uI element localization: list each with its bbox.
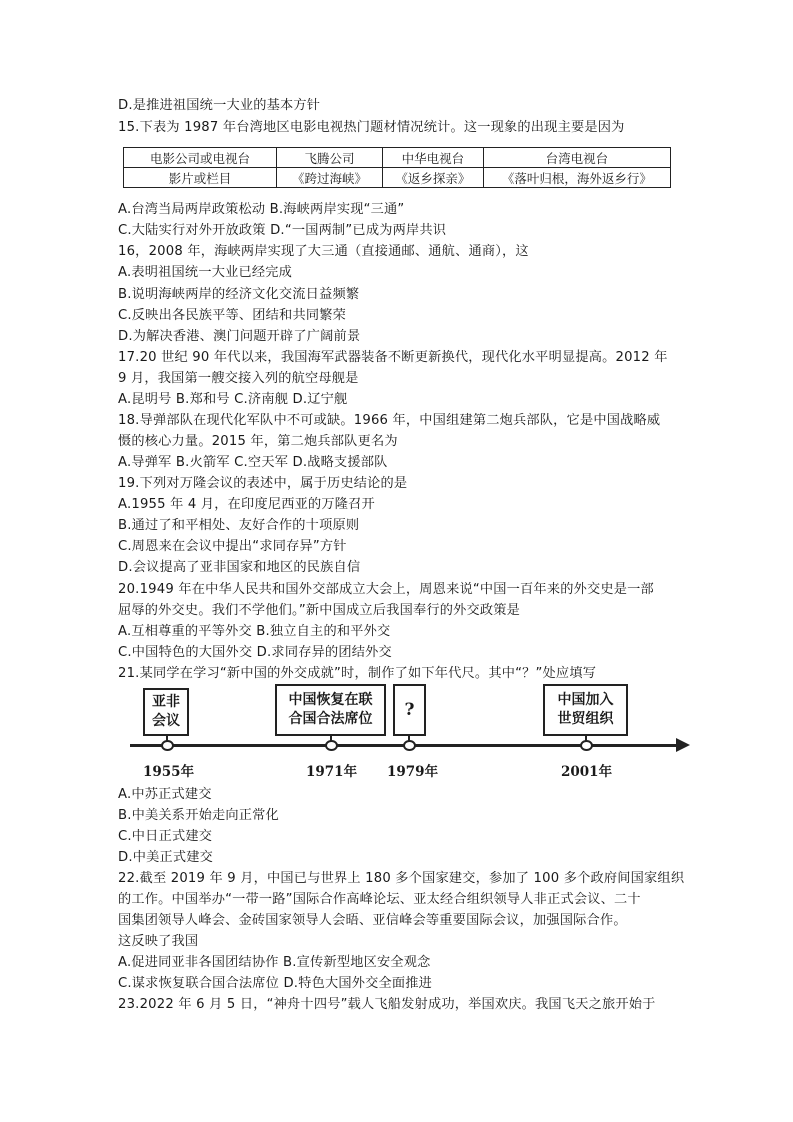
table-cell: 《落叶归根，海外返乡行》 [483,168,670,188]
q22-stem-end: 这反映了我国 [118,934,199,949]
q16-option-c: C.反映出各民族平等、团结和共同繁荣 [118,308,346,323]
table-row [124,168,671,188]
q15-stem: 15.下表为 1987 年台湾地区电影电视热门题材情况统计。这一现象的出现主要是因为 [118,120,625,135]
q16-option-d: D.为解决香港、澳门问题开辟了广阔前景 [118,329,361,344]
q16-option-b: B.说明海峡两岸的经济文化交流日益频繁 [118,287,360,302]
table-header-cell: 台湾电视台 [483,148,670,168]
q21-option-d: D.中美正式建交 [118,850,214,865]
timeline-node [325,740,338,751]
table-header-cell: 飞腾公司 [277,148,383,168]
q21-stem: 21.某同学在学习“新中国的外交成就”时，制作了如下年代尺。其中“？”处应填写 [118,666,597,681]
timeline-box-label: ? [404,699,415,720]
table-cell: 《跨过海峡》 [277,168,383,188]
table-cell: 影片或栏目 [124,168,277,188]
timeline-box-bandung [143,688,189,736]
q16-option-a: A.表明祖国统一大业已经完成 [118,265,293,280]
q20-stem-cont: 屈辱的外交史。我们不学他们。”新中国成立后我国奉行的外交政策是 [118,603,521,618]
timeline-box-label: 亚非 会议 [152,694,180,729]
q22-options-ab: A.促进同亚非各国团结协作 B.宣传新型地区安全观念 [118,955,431,970]
q17-stem: 17.20 世纪 90 年代以来，我国海军武器装备不断更新换代，现代化水平明显提高。2012 年 [118,350,668,365]
q17-stem-cont: 9 月，我国第一艘交接入列的航空母舰是 [118,371,359,386]
q18-stem: 18.导弹部队在现代化军队中不可或缺。1966 年，中国组建第二炮兵部队，它是中国战略威 [118,413,661,428]
q19-stem: 19.下列对万隆会议的表述中，属于历史结论的是 [118,476,408,491]
timeline-box-un-seat [275,684,386,736]
timeline-node [580,740,593,751]
q19-option-c: C.周恩来在会议中提出“求同存异”方针 [118,539,347,554]
timeline-year: 1955年 [143,764,195,780]
timeline-box-label: 中国加入 世贸组织 [557,692,614,727]
timeline-year: 2001年 [561,764,613,780]
q17-options: A.昆明号 B.郑和号 C.济南舰 D.辽宁舰 [118,392,348,407]
q22-stem-cont: 的工作。中国举办“一带一路”国际合作高峰论坛、亚太经合组织领导人非正式会议、二十 [118,892,641,907]
q14-option-d: D.是推进祖国统一大业的基本方针 [118,98,321,113]
table-row [124,148,671,168]
table-cell: 《返乡探亲》 [382,168,483,188]
film-tv-stats-table [123,147,671,188]
q15-options-cd: C.大陆实行对外开放政策 D.“一国两制”已成为两岸共识 [118,223,447,238]
q20-options-ab: A.互相尊重的平等外交 B.独立自主的和平外交 [118,624,391,639]
timeline-box-wto [543,684,628,736]
q18-options: A.导弹军 B.火箭军 C.空天军 D.战略支援部队 [118,455,388,470]
table-header-cell: 电影公司或电视台 [124,148,277,168]
q23-stem: 23.2022 年 6 月 5 日，“神舟十四号”载人飞船发射成功，举国欢庆。我国飞天之旅开始于 [118,997,656,1012]
q18-stem-cont: 慑的核心力量。2015 年，第二炮兵部队更名为 [118,434,398,449]
q22-stem: 22.截至 2019 年 9 月，中国已与世界上 180 多个国家建交，参加了 100 多个政府间国家组织 [118,871,685,886]
q22-stem-cont: 国集团领导人峰会、金砖国家领导人会晤、亚信峰会等重要国际会议，加强国际合作。 [118,913,627,928]
q20-stem: 20.1949 年在中华人民共和国外交部成立大会上，周恩来说“中国一百年来的外交史是一部 [118,582,654,597]
timeline-box-question [393,684,426,736]
q19-option-a: A.1955 年 4 月，在印度尼西亚的万隆召开 [118,497,375,512]
q22-options-cd: C.谋求恢复联合国合法席位 D.特色大国外交全面推进 [118,976,433,991]
timeline-node [161,740,174,751]
timeline-arrow-icon [676,738,690,752]
table-header-cell: 中华电视台 [382,148,483,168]
q21-option-b: B.中美关系开始走向正常化 [118,808,279,823]
q16-stem: 16，2008 年，海峡两岸实现了大三通（直接通邮、通航、通商），这 [118,244,529,259]
q19-option-d: D.会议提高了亚非国家和地区的民族自信 [118,560,361,575]
q21-option-c: C.中日正式建交 [118,829,213,844]
timeline-node [403,740,416,751]
timeline-box-label: 中国恢复在联 合国合法席位 [288,692,373,727]
q20-options-cd: C.中国特色的大国外交 D.求同存异的团结外交 [118,645,392,660]
q19-option-b: B.通过了和平相处、友好合作的十项原则 [118,518,360,533]
timeline-year: 1979年 [387,764,439,780]
q15-options-ab: A.台湾当局两岸政策松动 B.海峡两岸实现“三通” [118,202,405,217]
q21-option-a: A.中苏正式建交 [118,787,212,802]
timeline-year: 1971年 [306,764,358,780]
